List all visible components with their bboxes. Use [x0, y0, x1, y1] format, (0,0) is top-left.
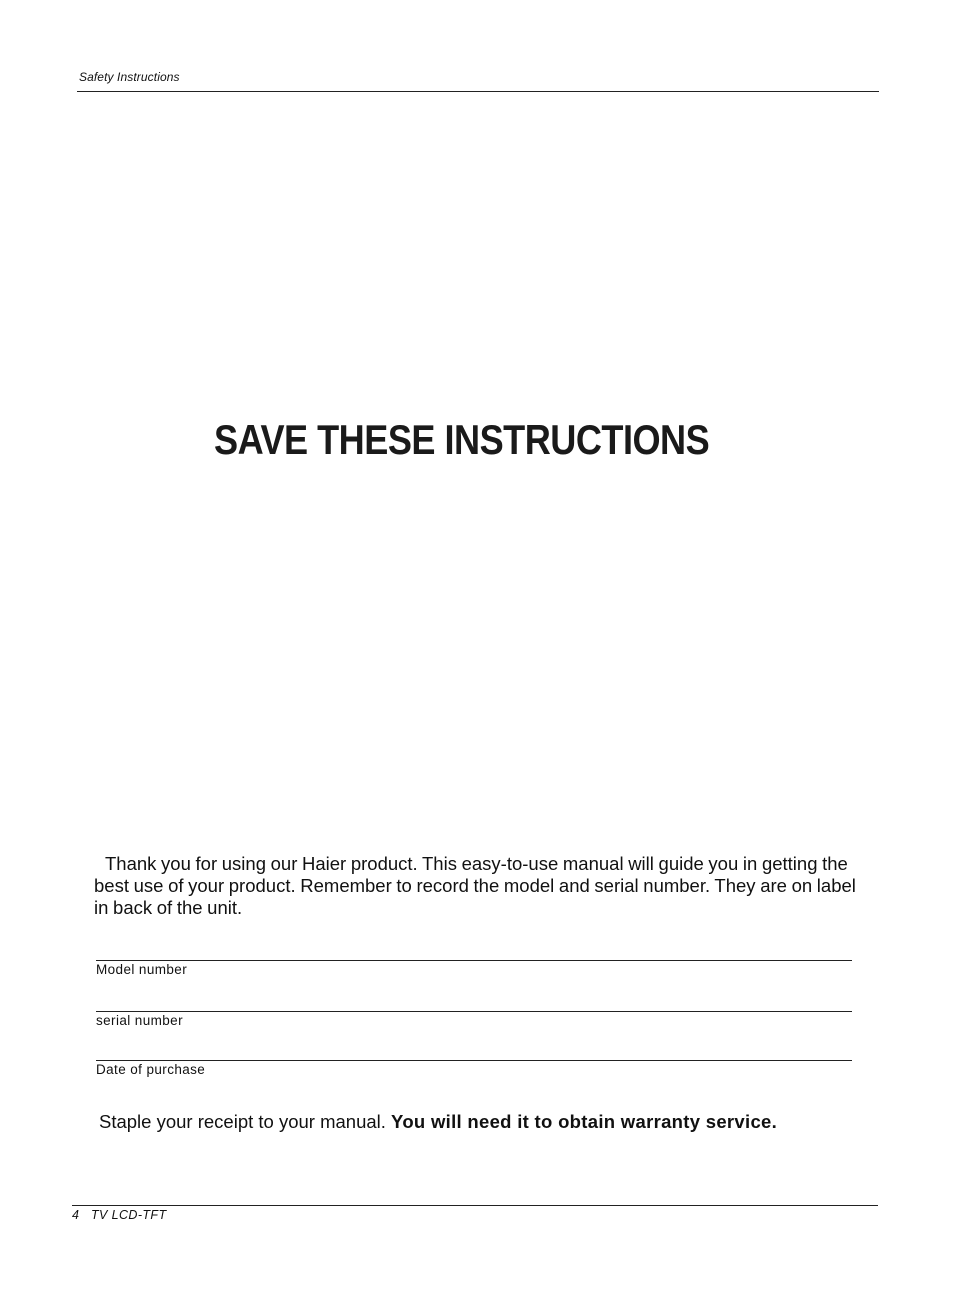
header-divider — [77, 91, 879, 92]
model-number-field — [96, 960, 852, 977]
footer-divider — [72, 1205, 878, 1206]
date-of-purchase-line — [96, 1060, 852, 1061]
page-footer — [72, 1208, 167, 1222]
model-number-label: Model number — [96, 962, 188, 977]
warranty-emphasis: You will need it to obtain warranty service. — [391, 1111, 778, 1132]
staple-receipt-note — [99, 1111, 777, 1133]
model-number-line — [96, 960, 852, 961]
intro-paragraph — [94, 853, 864, 919]
intro-text: Thank you for using our Haier product. This easy-to-use manual will guide you in getting the best use of your product. Remember to record the model and serial number. They are on label in back of the unit. — [94, 853, 856, 918]
serial-number-line — [96, 1011, 852, 1012]
serial-number-label: serial number — [96, 1013, 183, 1028]
date-of-purchase-label: Date of purchase — [96, 1062, 206, 1077]
date-of-purchase-field — [96, 1060, 852, 1077]
page-header-title: Safety Instructions — [79, 70, 180, 84]
page-heading: SAVE THESE INSTRUCTIONS — [214, 416, 710, 463]
staple-note-text: Staple your receipt to your manual. — [99, 1111, 392, 1132]
serial-number-field — [96, 1011, 852, 1028]
page-number: 4 — [72, 1208, 80, 1222]
footer-product: TV LCD-TFT — [90, 1208, 167, 1222]
